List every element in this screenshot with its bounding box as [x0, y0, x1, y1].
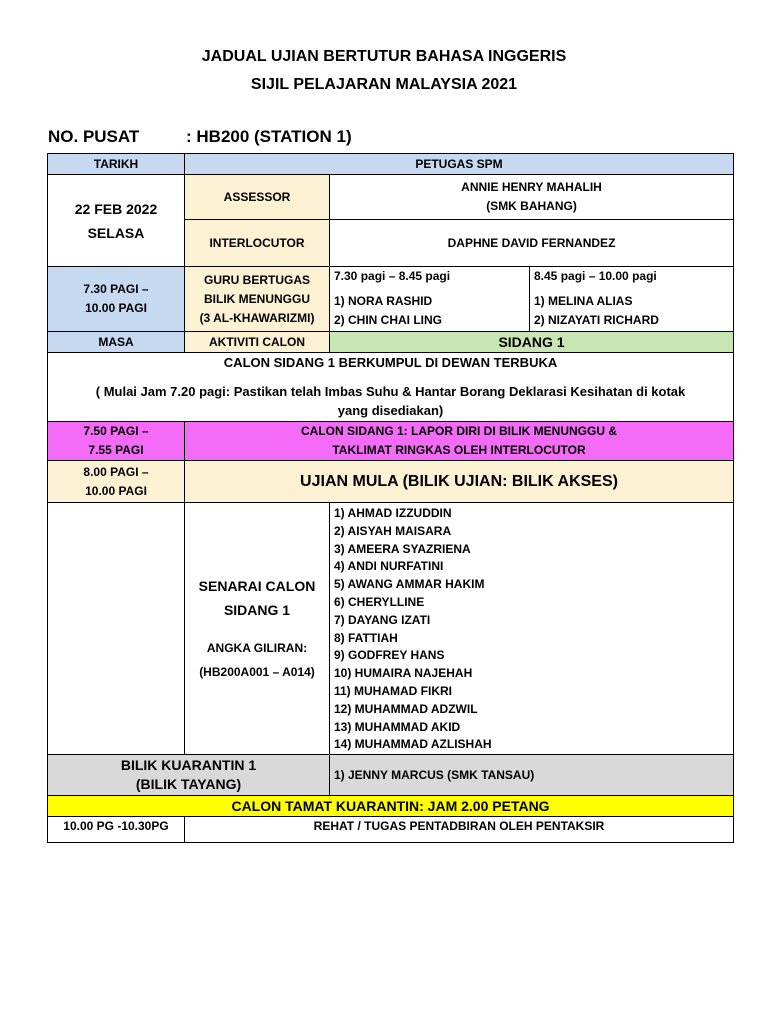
- assessor-value: [330, 175, 734, 220]
- interlocutor-label: INTERLOCUTOR: [185, 220, 330, 267]
- date-day: 22 FEB 2022: [74, 200, 158, 217]
- quarantine-label-2: (BILIK TAYANG): [135, 776, 242, 793]
- date-cell: [48, 175, 185, 267]
- candidate-name: 3) AMEERA SYAZRIENA: [334, 541, 471, 556]
- duty-role-1: GURU BERTUGAS: [203, 272, 310, 287]
- duty-row: [48, 267, 734, 332]
- candidate-name: 5) AWANG AMMAR HAKIM: [334, 577, 485, 592]
- report-line-2: TAKLIMAT RINGKAS OLEH INTERLOCUTOR: [332, 443, 586, 457]
- masa-label: MASA: [48, 332, 185, 353]
- slot-1-person-1: 1) NORA RASHID: [334, 294, 433, 308]
- aktiviti-label: AKTIVITI CALON: [185, 332, 330, 353]
- rest-row: [48, 817, 734, 843]
- exam-time-end: 10.00 PAGI: [85, 483, 147, 498]
- rest-time: 10.00 PG -10.30PG: [48, 817, 185, 843]
- duty-role: [185, 267, 330, 332]
- candidates-row: [48, 503, 734, 755]
- slot-2-person-1: 1) MELINA ALIAS: [534, 294, 633, 308]
- quarantine-row: [48, 755, 734, 796]
- candidate-name: 4) ANDI NURFATINI: [334, 559, 444, 574]
- center-number: [48, 127, 352, 147]
- header-row: [48, 154, 734, 175]
- slot-1-person-2: 2) CHIN CHAI LING: [334, 313, 442, 327]
- candidates-empty: [48, 503, 185, 755]
- gather-cell: [48, 353, 734, 422]
- assessor-name: ANNIE HENRY MAHALIH: [461, 180, 602, 194]
- report-text: [185, 422, 734, 461]
- duty-role-3: (3 AL-KHAWARIZMI): [199, 310, 315, 325]
- candidate-list: [330, 503, 734, 755]
- candidate-name: 10) HUMAIRA NAJEHAH: [334, 666, 473, 681]
- exam-time-start: 8.00 PAGI –: [83, 464, 149, 479]
- candidates-title-1: SENARAI CALON: [198, 577, 316, 594]
- center-value: : HB200 (STATION 1): [186, 127, 352, 146]
- quarantine-label-1: BILIK KUARANTIN 1: [120, 757, 257, 774]
- rest-text: REHAT / TUGAS PENTADBIRAN OLEH PENTAKSIR: [185, 817, 734, 843]
- candidate-name: 2) AISYAH MAISARA: [334, 523, 452, 538]
- report-line-1: CALON SIDANG 1: LAPOR DIRI DI BILIK MENUNGGU &: [301, 424, 618, 438]
- angka-giliran-range: (HB200A001 – A014): [199, 664, 315, 679]
- candidate-name: 7) DAYANG IZATI: [334, 612, 431, 627]
- duty-slot-2: [530, 267, 734, 332]
- candidates-title-2: SIDANG 1: [223, 601, 291, 618]
- report-time-start: 7.50 PAGI –: [83, 424, 149, 438]
- exam-text: UJIAN MULA (BILIK UJIAN: BILIK AKSES): [185, 461, 734, 503]
- duty-time: [48, 267, 185, 332]
- report-time-end: 7.55 PAGI: [88, 443, 144, 457]
- center-label: NO. PUSAT: [48, 127, 140, 146]
- candidate-name: 12) MUHAMMAD ADZWIL: [334, 701, 478, 716]
- end-quarantine: CALON TAMAT KUARANTIN: JAM 2.00 PETANG: [48, 796, 734, 817]
- gather-line-1: CALON SIDANG 1 BERKUMPUL DI DEWAN TERBUKA: [223, 355, 558, 370]
- schedule-table: [47, 153, 734, 843]
- masa-row: [48, 332, 734, 353]
- title-line-2: SIJIL PELAJARAN MALAYSIA 2021: [250, 76, 518, 93]
- candidate-name: 13) MUHAMMAD AKID: [334, 719, 461, 734]
- gather-line-2: ( Mulai Jam 7.20 pagi: Pastikan telah Imbas Suhu & Hantar Borang Deklarasi Kesihatan di kotak: [95, 384, 686, 399]
- assessor-row: [48, 175, 734, 220]
- end-quarantine-row: [48, 796, 734, 817]
- quarantine-label: [48, 755, 330, 796]
- assessor-label: ASSESSOR: [185, 175, 330, 220]
- slot-2-time: 8.45 pagi – 10.00 pagi: [534, 269, 657, 283]
- candidate-name: 6) CHERYLLINE: [334, 594, 425, 609]
- angka-giliran-label: ANGKA GILIRAN:: [206, 640, 308, 655]
- candidate-name: 1) AHMAD IZZUDDIN: [334, 506, 452, 520]
- duty-role-2: BILIK MENUNGGU: [204, 291, 310, 306]
- candidate-name: 11) MUHAMAD FIKRI: [334, 683, 453, 698]
- exam-row: [48, 461, 734, 503]
- header-tarikh: TARIKH: [48, 154, 185, 175]
- slot-1-time: 7.30 pagi – 8.45 pagi: [334, 269, 451, 283]
- report-time: [48, 422, 185, 461]
- duty-time-start: 7.30 PAGI –: [83, 282, 149, 296]
- gather-line-3: yang disediakan): [337, 403, 444, 418]
- assessor-school: (SMK BAHANG): [486, 199, 577, 213]
- interlocutor-name: DAPHNE DAVID FERNANDEZ: [330, 220, 734, 267]
- quarantine-person: 1) JENNY MARCUS (SMK TANSAU): [330, 755, 734, 796]
- report-row: [48, 422, 734, 461]
- date-weekday: SELASA: [87, 224, 145, 241]
- header-petugas: PETUGAS SPM: [185, 154, 734, 175]
- sidang-label: SIDANG 1: [330, 332, 734, 353]
- candidate-name: 14) MUHAMMAD AZLISHAH: [334, 737, 492, 752]
- candidate-name: 8) FATTIAH: [334, 630, 398, 645]
- slot-2-person-2: 2) NIZAYATI RICHARD: [534, 313, 659, 327]
- candidate-name: 9) GODFREY HANS: [334, 648, 445, 663]
- title-line-1: JADUAL UJIAN BERTUTUR BAHASA INGGERIS: [201, 48, 567, 65]
- gather-row: [48, 353, 734, 422]
- duty-time-end: 10.00 PAGI: [85, 301, 147, 315]
- duty-slot-1: [330, 267, 530, 332]
- candidates-info: [185, 503, 330, 755]
- exam-time: [48, 461, 185, 503]
